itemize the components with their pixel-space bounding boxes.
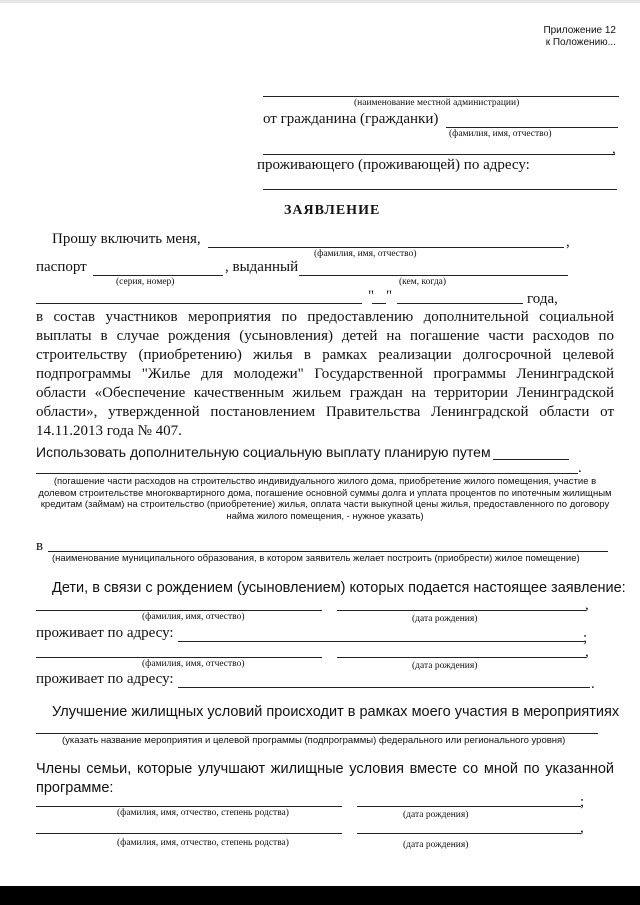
usage-period: .: [578, 460, 582, 476]
member1-caption: (фамилия, имя, отчество, степень родства): [117, 808, 289, 818]
scan-bottom-edge: [0, 886, 640, 905]
applicant-comma: ,: [566, 234, 570, 250]
improvement-caption: (указать название мероприятия и целевой программы (подпрограммы) федерального или регионального уровня): [62, 735, 566, 746]
member1-dob-line[interactable]: [357, 806, 581, 807]
passport-issuer-line[interactable]: [299, 275, 568, 276]
address-line[interactable]: [263, 189, 617, 190]
child2-dob-caption: (дата рождения): [412, 661, 478, 671]
child2-address-line[interactable]: [178, 687, 590, 688]
usage-label: Использовать дополнительную социальную выплату планирую путем: [36, 444, 491, 460]
child2-comma: ,: [585, 644, 589, 660]
citizen-name-line-2[interactable]: [263, 154, 615, 155]
usage-notes: (погашение части расходов на строительство индивидуального жилого дома, приобретение жилого помещения, участие в долевом строительстве многоквартирного дома, погашение основной суммы долга и уплата процентов по ипотечным жилищным кредитам (займам) на строительство (приобретение) жилья, оплата части выкупной цены жилья, предоставленного по договору найма жилого помещения, - нужное указать): [38, 476, 612, 522]
municipality-line[interactable]: [48, 551, 608, 552]
appendix-line-2: к Положению...: [545, 37, 616, 48]
page-title: ЗАЯВЛЕНИЕ: [284, 203, 381, 218]
passport-series-line[interactable]: [93, 275, 223, 276]
quote-open: ": [368, 288, 375, 304]
applicant-name-line[interactable]: [208, 247, 564, 248]
appendix-note: [543, 25, 616, 49]
citizen-name-comma: ,: [612, 141, 616, 157]
member1-name-line[interactable]: [36, 806, 342, 807]
from-citizen-label: от гражданина (гражданки): [263, 111, 439, 127]
child1-address-label: проживает по адресу:: [36, 625, 174, 641]
member2-dob-caption: (дата рождения): [403, 840, 469, 850]
child1-dob-line[interactable]: [337, 610, 586, 611]
passport-label: паспорт: [36, 259, 87, 275]
year-label: года,: [527, 291, 558, 307]
appendix-line-1: Приложение 12: [543, 25, 616, 36]
member1-semicolon: ;: [580, 794, 585, 810]
child2-fio-caption: (фамилия, имя, отчество): [142, 659, 245, 669]
citizen-name-line-1[interactable]: [446, 127, 618, 128]
month-year-line[interactable]: [397, 303, 523, 304]
admin-caption: (наименование местной администрации): [354, 98, 520, 108]
admin-name-line[interactable]: [263, 96, 619, 97]
usage-line-1[interactable]: [493, 459, 569, 460]
issuer-caption: (кем, когда): [399, 277, 447, 287]
member2-caption: (фамилия, имя, отчество, степень родства): [117, 838, 289, 848]
day-line[interactable]: [372, 303, 386, 304]
scan-top-edge: [0, 0, 640, 3]
child1-address-line[interactable]: [178, 641, 584, 642]
municipality-prefix: в: [36, 538, 44, 554]
improvement-line[interactable]: [36, 733, 598, 734]
child1-dob-caption: (дата рождения): [412, 614, 478, 624]
issued-label: , выданный: [225, 259, 299, 275]
child1-fio-caption: (фамилия, имя, отчество): [142, 612, 245, 622]
request-body: в состав участников мероприятия по предоставлению дополнительной социальной выплаты в случае рождения (усыновления) детей на погашение части расходов по строительству (приобретению) жилья в рамках реализации долгосрочной целевой подпрограммы "Жилье для молодежи" Государственной программы Ленинградской области «Обеспечение качественным жильем граждан на территории Ленинградской области», утвержденной постановлением Правительства Ленинградской области от 14.11.2013 года № 407.: [36, 309, 614, 439]
issuer-line-2[interactable]: [36, 303, 362, 304]
citizen-fio-caption: (фамилия, имя, отчество): [449, 129, 552, 139]
member2-dob-line[interactable]: [357, 833, 581, 834]
improvement-label: Улучшение жилищных условий происходит в рамках моего участия в мероприятиях: [52, 704, 620, 720]
municipality-caption: (наименование муниципального образования, в котором заявитель желает построить (приобрести) жилое помещение): [52, 553, 580, 564]
child2-dob-line[interactable]: [337, 657, 586, 658]
member2-name-line[interactable]: [36, 833, 342, 834]
usage-line-2[interactable]: [36, 473, 578, 474]
child1-semicolon: ;: [583, 630, 588, 646]
child1-name-line[interactable]: [36, 610, 322, 611]
child2-address-label: проживает по адресу:: [36, 671, 174, 687]
member2-comma: ,: [580, 820, 584, 836]
children-intro: Дети, в связи с рождением (усыновлением) которых подается настоящее заявление:: [52, 580, 626, 596]
child2-name-line[interactable]: [36, 657, 322, 658]
residing-label: проживающего (проживающей) по адресу:: [257, 157, 530, 173]
child1-comma: ,: [585, 597, 589, 613]
applicant-fio-caption: (фамилия, имя, отчество): [314, 249, 417, 259]
family-label: Члены семьи, которые улучшают жилищные условия вместе со мной по указанной программе:: [36, 761, 614, 796]
series-caption: (серия, номер): [116, 277, 175, 287]
child2-period: .: [591, 676, 595, 692]
member1-dob-caption: (дата рождения): [403, 810, 469, 820]
include-me-label: Прошу включить меня,: [52, 231, 201, 247]
quote-close: ": [386, 288, 393, 304]
